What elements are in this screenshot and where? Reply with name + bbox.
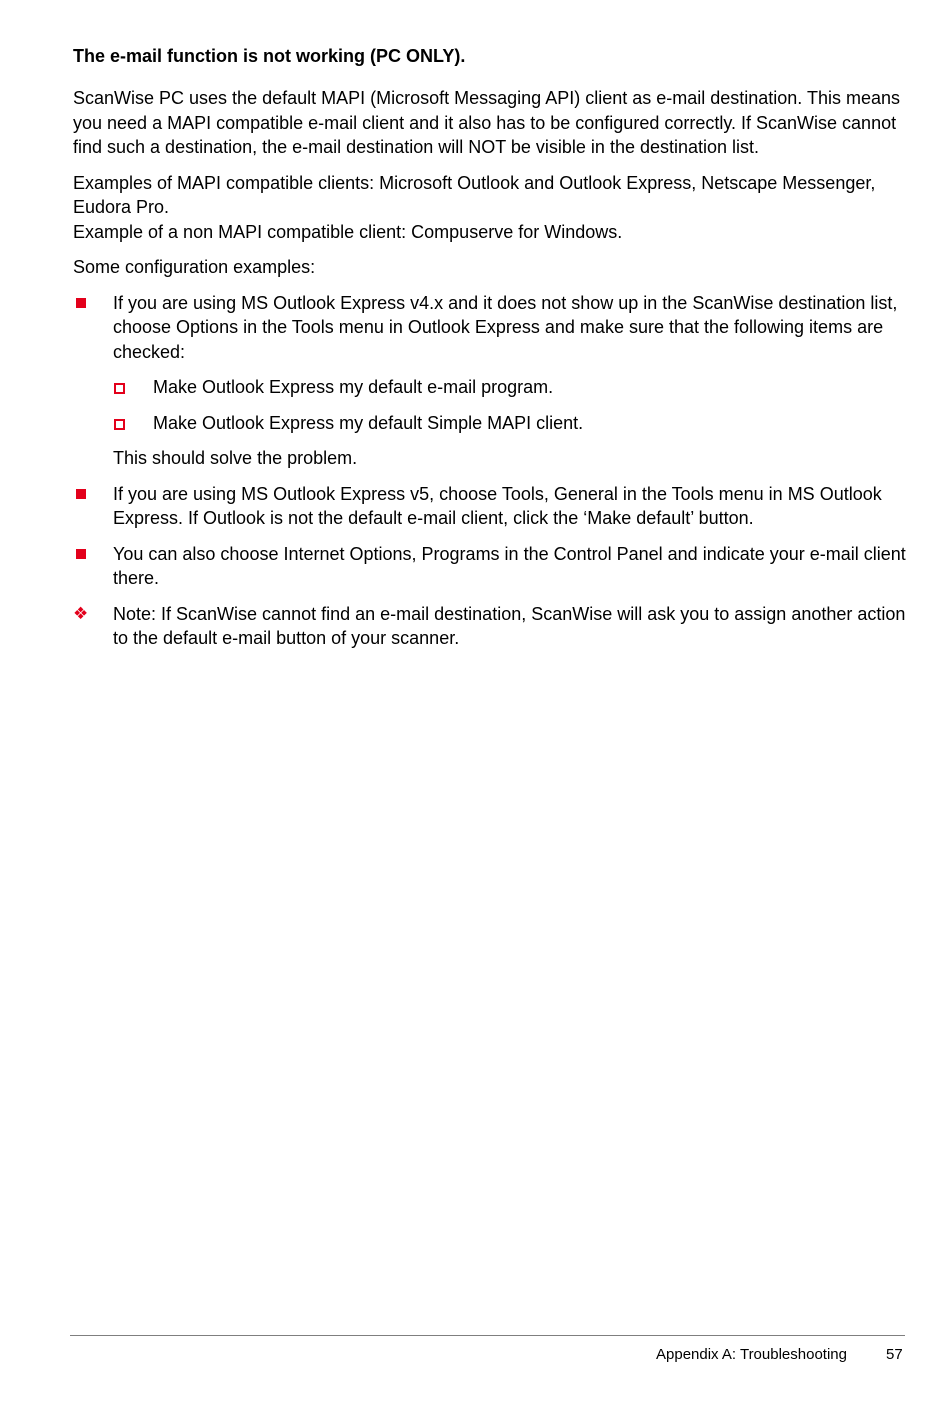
bullet-item-outlook-v5 [73,482,908,531]
solve-problem-line: This should solve the problem. [113,448,358,468]
square-bullet-icon [76,298,86,308]
sub-item-text: Make Outlook Express my default Simple MAPI client. [153,412,584,433]
hollow-square-bullet-icon [114,419,125,430]
section-heading: The e-mail function is not working (PC ONLY). [73,46,466,66]
note-text: Note: If ScanWise cannot find an e-mail destination, ScanWise will ask you to assign another action to the default e-mail button of your scanner. [113,603,906,648]
bullet-item-outlook-v4 [73,291,908,365]
square-bullet-icon [76,549,86,559]
bullet-text: If you are using MS Outlook Express v4.x and it does not show up in the ScanWise destination list, choose Options in the Tools menu in Outlook Express and make sure that the following items are checked: [113,292,898,362]
sub-item-default-email-program [73,375,908,400]
square-bullet-icon [76,489,86,499]
note-item [73,602,908,651]
config-intro-paragraph: Some configuration examples: [73,257,316,277]
bullet-text: You can also choose Internet Options, Programs in the Control Panel and indicate your e-mail client there. [113,543,906,588]
examples-paragraph [73,171,908,245]
bullet-item-internet-options [73,542,908,591]
diamond-note-icon: ❖ [73,603,89,624]
hollow-square-bullet-icon [114,383,125,394]
sub-item-default-mapi-client [73,411,908,436]
page-number: 57 [886,1346,903,1363]
compatible-clients-line: Examples of MAPI compatible clients: Microsoft Outlook and Outlook Express, Netscape Messenger, Eudora Pro. [73,172,876,217]
non-compatible-client-line: Example of a non MAPI compatible client: Compuserve for Windows. [73,221,623,242]
footer-section-title: Appendix A: Troubleshooting [656,1346,847,1363]
intro-paragraph: ScanWise PC uses the default MAPI (Microsoft Messaging API) client as e-mail destination. This means you need a MAPI compatible e-mail client and it also has to be configured correctly. If ScanWise cannot find such a destination, the e-mail destination will NOT be visible in the destination list. [73,88,901,157]
document-body [73,44,908,662]
footer-divider [70,1335,905,1336]
bullet-text: If you are using MS Outlook Express v5, choose Tools, General in the Tools menu in MS Outlook Express. If Outlook is not the default e-mail client, click the ‘Make default’ button. [113,483,882,528]
sub-item-text: Make Outlook Express my default e-mail program. [153,377,554,397]
